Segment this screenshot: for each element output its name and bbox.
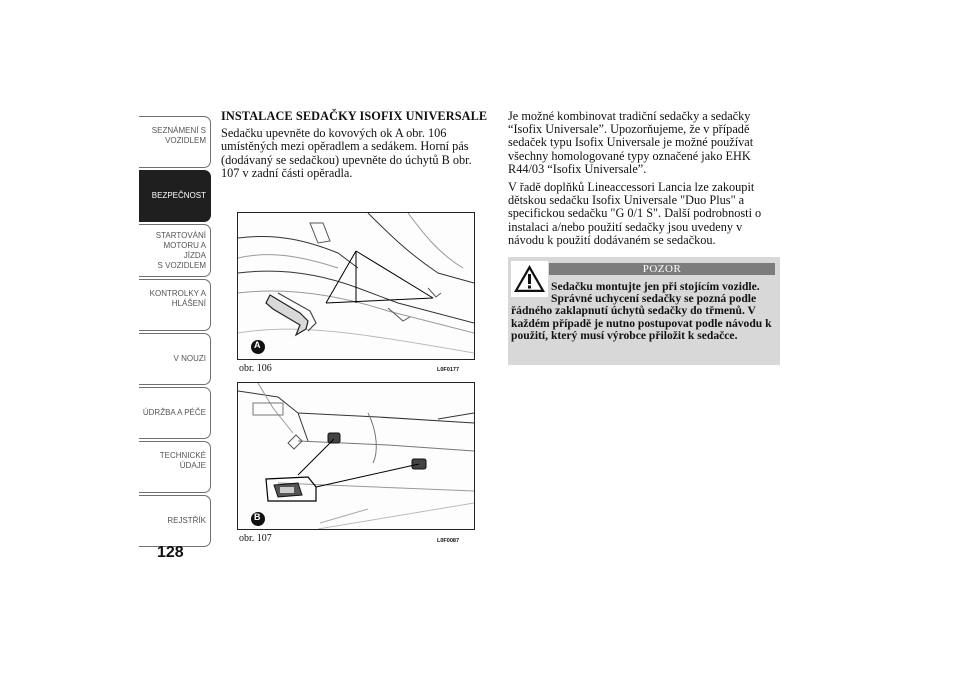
figure-106 (237, 212, 475, 360)
section-heading: INSTALACE SEDAČKY ISOFIX UNIVERSALE (221, 109, 488, 123)
warning-line-1: Sedačku montujte jen při stojícím vozidle. (551, 280, 760, 293)
tab-technicke-udaje[interactable]: TECHNICKÉ ÚDAJE (139, 441, 211, 493)
marker-b: B (254, 512, 261, 522)
figure-107-code: L0F0087 (437, 538, 460, 544)
tab-seznameni[interactable]: SEZNÁMENÍ S VOZIDLEM (139, 116, 211, 168)
instruction-paragraph: Sedačku upevněte do kovových ok A obr. 106 umístěných mezi opěradlem a sedákem. Horní pás (dodávaný se sedačkou) upevněte do úchytů B obr. 107 v zadní části opěradla. (221, 126, 472, 180)
figure-106-code: L0F0177 (437, 367, 460, 373)
figure-107-caption: obr. 107 (239, 533, 272, 544)
left-column (221, 110, 493, 185)
tab-udrzba[interactable]: ÚDRŽBA A PÉČE (139, 387, 211, 439)
tab-bezpecnost[interactable]: BEZPEČNOST (139, 170, 211, 222)
figure-107 (237, 382, 475, 530)
tab-startovani[interactable]: STARTOVÁNÍ MOTORU A JÍZDA S VOZIDLEM (139, 224, 211, 277)
marker-a: A (254, 340, 261, 350)
page-number: 128 (157, 544, 184, 561)
right-column (508, 110, 780, 252)
rear-anchor-illustration (238, 383, 474, 529)
tab-v-nouzi[interactable]: V NOUZI (139, 333, 211, 385)
tab-kontrolky[interactable]: KONTROLKY A HLÁŠENÍ (139, 279, 211, 331)
seat-anchor-illustration (238, 213, 474, 359)
warning-line-2: Správné uchycení sedačky se pozná podle řádného zaklapnutí úchytů sedačky do třmenů. V každém případě je nutno postupovat podle návodu k použití, který musí výrobce přiložit k sedačce. (511, 292, 772, 342)
tab-rejstrik[interactable]: REJSTŘÍK (139, 495, 211, 547)
warning-title: POZOR (549, 263, 775, 275)
right-paragraph-1: Je možné kombinovat tradiční sedačky a sedačky “Isofix Universale”. Upozorňujeme, že v případě sedaček typu Isofix Universale je možné používat všechny homologované typy označené jako EHK R44/03 “Isofix Universale”. (508, 109, 754, 176)
warning-text (511, 281, 775, 342)
right-paragraph-2: V řadě doplňků Lineaccessori Lancia lze zakoupit dětskou sedačku Isofix Universale "Duo Plus" a specifickou sedačku "G 0/1 S". Další podrobnosti o instalaci a/nebo použití sedačky jsou uvedeny v návodu k použití dodávaném se sedačkou. (508, 180, 762, 247)
figure-106-caption: obr. 106 (239, 363, 272, 374)
